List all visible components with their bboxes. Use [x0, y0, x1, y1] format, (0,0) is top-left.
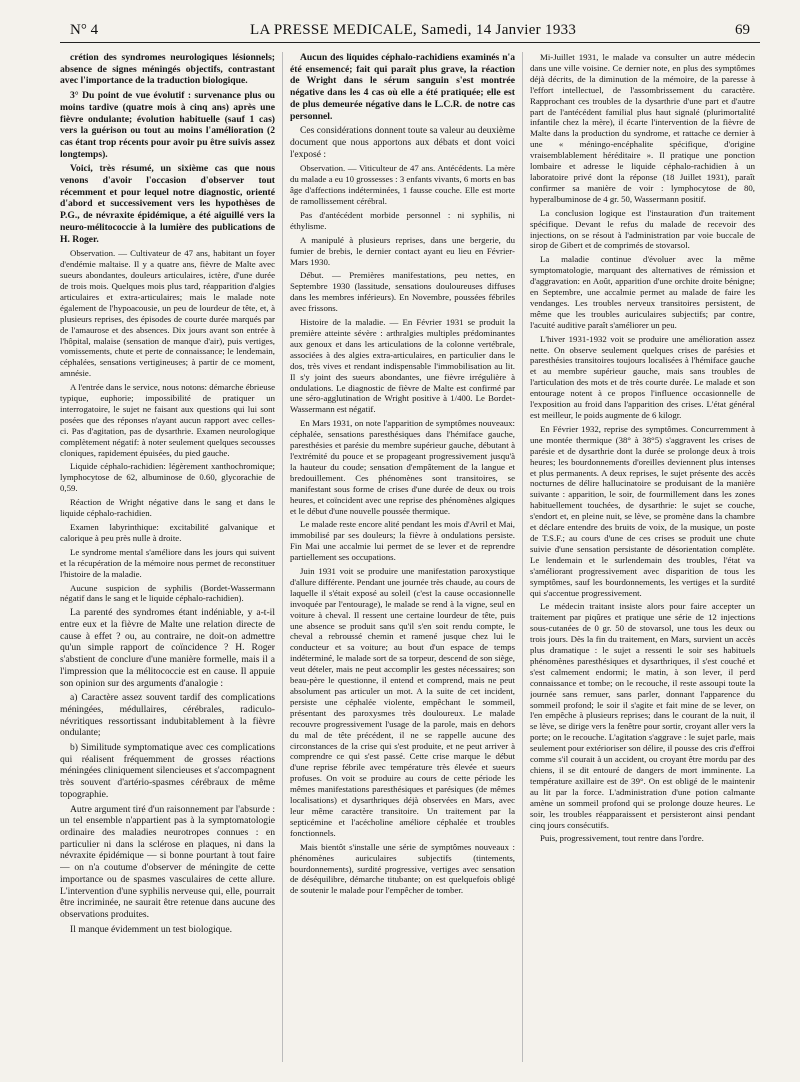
paragraph: Mi-Juillet 1931, le malade va consulter un autre médecin dans une ville voisine. Ce dernier note, en plus des symptômes déjà décrits, de la diminution de la mémoire, de la paresse à l'effort intellectuel, de l'assombrissement du caractère. Rapprochant ces troubles de la dysarthrie d'une part et d'autre part de l'antécédent familial plus haut signalé (plurimortalité infantile chez la mère), il écarte l'intervention de la fièvre de Malte dans la production du syndrome, et rattache ce dernier à une « méningo-encéphalite spécifique, d'origine vraisemblablement héréditaire ». Il pratique une ponction lombaire et adresse le liquide céphalo-rachidien à un laboratoire privé dont la réponse (18 Juillet 1931), paraît confirmer sa manière de voir : lymphocytose de 80, hyperalbuminose de 4 gr. 50, Wassermann positif. — [530, 52, 755, 204]
paragraph: Le médecin traitant insiste alors pour faire accepter un traitement par piqûres et pratique une série de 12 injections sous-cutanées de 0 gr. 50 de stovarsol, une tous les deux ou trois jours. Dès la fin du traitement, en Mars, survient un accès plus dramatique : le sujet a ressenti le soir ses habituels phénomènes paresthésiques et dysarthriques, il s'est couché et s'est calmement endormi; le matin, à son lever, il perd connaissance et tombe; on le recouche, il reste assoupi toute la journée sans remuer, sans parler, donnant l'apparence du sommeil profond; le soir il s'agite et fait mine de se lever, on l'en empêche à plusieurs reprises; dans le courant de la nuit, il se lève, se dirige vers la fenêtre pour sortir, croyant aller vers la porte; on le recouche. L'agitation s'aggrave : le sujet parle, mais seulement pour extérioriser son délire, il pousse des cris d'effroi comme s'il courait à un accident, ou croyant être mordu par des chiens, il se dit entouré de dangers de mort imminente. La température axillaire est de 39°. On est obligé de le maintenir au lit par la force. L'administration d'une potion calmante amène un sommeil profond qui se prolonge douze heures. Le soir, les troubles réapparaissent et persisteront ainsi pendant cinq jours consécutifs. — [530, 601, 755, 830]
page-header — [60, 0, 760, 43]
masthead-title: LA PRESSE MEDICALE, Samedi, 14 Janvier 1933 — [250, 22, 577, 38]
paragraph: Autre argument tiré d'un raisonnement par l'absurde : un tel ensemble n'appartient pas à la symptomatologie ordinaire des maladies neurotropes connues : en particulier ni dans la sclérose en plaques, ni dans la névraxite épidémique — si bonne pourtant à tout faire — on n'a coutume d'observer de méningite de cette importance ou de spasmes vasculaires de cette allure. L'intervention d'une syphilis nerveuse qui, elle, pourrait être incriminée, ne saurait être retenue dans aucune des observations produites. — [60, 803, 275, 920]
paragraph: Le syndrome mental s'améliore dans les jours qui suivent et la récupération de la mémoire nous permet de reconstituer l'histoire de la maladie. — [60, 546, 275, 579]
column-divider — [282, 52, 283, 1062]
paragraph: Ces considérations donnent toute sa valeur au deuxième document que nous apportons aux débats et dont voici l'exposé : — [290, 125, 515, 160]
text-column-1 — [60, 52, 275, 1074]
paragraph: Aucun des liquides céphalo-rachidiens examinés n'a été ensemencé; fait qui paraît plus grave, la réaction de Wright dans le sérum sanguin s'est montrée négative dans les 4 cas où elle a été pratiquée; elle est de plus demeurée négative dans le L.C.R. de notre cas personnel. — [290, 52, 515, 122]
paragraph: Aucune suspicion de syphilis (Bordet-Wassermann négatif dans le sang et le liquide céphalo-rachidien). — [60, 582, 275, 604]
paragraph: En Mars 1931, on note l'apparition de symptômes nouveaux: céphalée, sensations paresthésiques dans l'hémiface gauche, paresthésies et parésie du membre supérieur gauche, débutant à l'extrémité du pouce et se propageant progressivement jusqu'à la hauteur du coude; sensation d'empâtement de la langue et bredouillement. Ces phénomènes sont transitoires, se manifestant sous forme de crises d'une durée de deux ou trois heures, et coïncident avec une reprise des phénomènes algiques et le début d'une nouvelle poussée thermique. — [290, 418, 515, 516]
text-column-2 — [290, 52, 515, 1074]
paragraph: crétion des syndromes neurologiques lésionnels; absence de signes méningés objectifs, contrastant avec l'importance de la traduction biologique. — [60, 52, 275, 87]
paragraph: Histoire de la maladie. — En Février 1931 se produit la première atteinte sévère : arthralgies multiples prédominantes aux genoux et dans les articulations de la colonne vertébrale, associées à des algies extra-articulaires, en particulier dans le dos, très vives et rendant indispensable l'immobilisation au lit. Il s'y joint des sueurs abondantes, une fièvre irrégulière à ondulations. Le diagnostic de fièvre de Malte est confirmé par une séro-agglutination de Wright positive à 1/400. Le Bordet-Wassermann est négatif. — [290, 317, 515, 415]
paragraph: Observation. — Viticulteur de 47 ans. Antécédents. La mère du malade a eu 10 grossesses : 3 enfants vivants, 6 morts en bas âge d'affections indéterminées, 1 fausse couche. Elle est morte de ramollissement cérébral. — [290, 163, 515, 207]
paragraph: L'hiver 1931-1932 voit se produire une amélioration assez nette. On observe seulement quelques crises de parésies et paresthésies transitoires toujours localisées à l'hémiface gauche et au membre supérieur gauche, mais sans troubles de l'articulation des mots et de très courte durée. Le malade et son entourage notent à ce propos l'influence occasionnelle de l'exposition au froid dans l'apparition des crises. L'état général est meilleur, le poids augmente de 6 kilogr. — [530, 333, 755, 420]
paragraph: Mais bientôt s'installe une série de symptômes nouveaux : phénomènes auriculaires subjectifs (tintements, bourdonnements), surdité progressive, vertiges avec sensation de déséquilibre, démarche titubante; on est quelquefois obligé de soutenir le malade pour l'empêcher de tomber. — [290, 841, 515, 896]
paragraph: Réaction de Wright négative dans le sang et dans le liquide céphalo-rachidien. — [60, 497, 275, 519]
text-column-3 — [530, 52, 755, 1074]
paragraph: b) Similitude symptomatique avec ces complications qui réalisent fréquemment de grosses réactions méningées cliniquement silencieuses et s'accompagnent très souvent d'artério-spasmes cérébraux de même topographie. — [60, 742, 275, 800]
paragraph: Voici, très résumé, un sixième cas que nous venons d'avoir l'occasion d'observer tout récemment et pour lequel notre diagnostic, orienté d'abord et successivement vers les hypothèses de P.G., de névraxite épidémique, a été aiguillé vers la neuro-mélitococcie à la lumière des publications de H. Roger. — [60, 163, 275, 245]
paragraph: En Février 1932, reprise des symptômes. Concurremment à une montée thermique (38° à 38°5) s'aggravent les crises de parésie et de dysarthrie dont la durée se prolonge deux à trois heures; les bourdonnements d'oreilles deviennent plus intenses et plus permanents. A deux reprises, le sujet présente des accès nocturnes de délire hallucinatoire se produisant de la manière suivante : apparition, le soir, de fourmillement dans les zones habituellement touchées, de dysarthrie: le sujet se couche, s'endort et, en pleine nuit, se lève, se promène dans la chambre et déclare entendre des bruits de voix, de la musique, un poste de T.S.F.; au cours d'une de ces crises se produit une chute suivie d'une sensation persistante de désorientation complète. Le lendemain et le surlendemain des troubles, l'état va s'améliorant progressivement avec disparition de tous les symptômes, sauf les bourdonnements, les vertiges et la surdité qui s'accentue progressivement. — [530, 423, 755, 598]
paragraph: Examen labyrinthique: excitabilité galvanique et calorique à peu près nulle à droite. — [60, 522, 275, 543]
paragraph: A l'entrée dans le service, nous notons: démarche ébrieuse typique, euphorie; impossibilité de pratiquer un interrogatoire, le sujet ne faisant aux questions qui lui sont posées que des réponses n'ayant aucun rapport avec celles-ci. Pas d'agitation, pas de dysarthrie. Examen neurologique complètement négatif: à noter seulement quelques secousses cloniques, rapidement épuisées, du pied gauche. — [60, 382, 275, 458]
paragraph: Observation. — Cultivateur de 47 ans, habitant un foyer d'endémie maltaise. Il y a quatre ans, fièvre de Malte avec sueurs abondantes, douleurs articulaires, ictère, d'une durée de trois mois. Quelques mois plus tard, réapparition d'algies articulaires et extra-articulaires; mais le malade note également de l'hypoacousie, un peu de lourdeur de tête, et, à plusieurs reprises, des épisodes de courte durée marqués par de l'amaurose et des absences. Dix jours avant son entrée à l'hôpital, malaise (sensation de manque d'air), puis vertiges, vomissements, chute et perte de connaissance; le lendemain, céphalées, sensations vertigineuses; à partir de ce moment, amnésie. — [60, 248, 275, 379]
paragraph: 3° Du point de vue évolutif : survenance plus ou moins tardive (quatre mois à cinq ans) après une fièvre ondulante; évolution habituelle (sauf 1 cas) vers la guérison ou tout au moins l'amélioration (2 cas étant trop récents pour avoir pu être suivis assez longtemps). — [60, 90, 275, 160]
paragraph: a) Caractère assez souvent tardif des complications méningées, médullaires, cérébrales, radiculo-névritiques ressortissant indubitablement à la fièvre ondulante; — [60, 692, 275, 739]
paragraph: La parenté des syndromes étant indéniable, y a-t-il entre eux et la fièvre de Malte une relation directe de cause à effet ? ou, au contraire, ne doit-on admettre qu'un simple rapport de coïncidence ? H. Roger s'abstient de conclure d'une manière formelle, mais il a l'impression que la mélitococcie est en cause. Il appuie son opinion sur des arguments d'analogie : — [60, 607, 275, 689]
paragraph: Puis, progressivement, tout rentre dans l'ordre. — [540, 833, 704, 844]
issue-number: N° 4 — [70, 22, 99, 38]
paragraph: La conclusion logique est l'instauration d'un traitement spécifique. Devant le refus du malade de recevoir des injections, on se résout à l'administration par voie buccale de sirop de Gibert et de comprimés de stovarsol. — [530, 207, 755, 251]
paragraph: A manipulé à plusieurs reprises, dans une bergerie, du fumier de brebis, le dernier contact ayant eu lieu en Février-Mars 1930. — [290, 234, 515, 267]
paragraph: Il manque évidemment un test biologique. — [70, 923, 232, 935]
paragraph: Liquide céphalo-rachidien: légèrement xanthochromique; lymphocytose de 62, albuminose de 0.60, glycorachie de 0,59. — [60, 461, 275, 494]
paragraph: Pas d'antécédent morbide personnel : ni syphilis, ni éthylisme. — [290, 209, 515, 231]
paragraph: Début. — Premières manifestations, peu nettes, en Septembre 1930 (lassitude, sensations douloureuses diffuses dans les membres inférieurs). En Novembre, poussées fébriles avec frissons. — [290, 270, 515, 314]
page-number: 69 — [735, 22, 750, 38]
column-divider — [522, 52, 523, 1062]
paragraph: Le malade reste encore alité pendant les mois d'Avril et Mai, immobilisé par ses douleurs; la fièvre à ondulations persiste. Fin Mai une accalmie lui permet de se lever et de reprendre partiellement ses occupations. — [290, 519, 515, 563]
paragraph: Juin 1931 voit se produire une manifestation paroxystique d'allure différente. Pendant une journée très chaude, au cours de laquelle il s'était exposé au soleil (c'est la cause occasionnelle invoquée par l'entourage), le malade se rend à la vigne, seul en voiture à cheval. Il ressent une certaine lourdeur de tête, puis une absence se produit sans qu'il s'en soit rendu compte, le cheval a rebroussé chemin et ramené jusque chez lui le conducteur et sa voiture; au bout d'un espace de temps indéterminé, le malade sort de sa torpeur, descend de son siège, veut dételer, mais ne peut accomplir les gestes nécessaires; son beau-père le questionne, il entend et comprend, mais ne peut absolument pas articuler un mot. A la suite de cet incident, persiste une céphalée violente, empêchant le sommeil, présentant des paroxysmes très douloureux. Le malade recouvre progressivement l'usage de la parole, mais en dehors du mal de tête précédent, il ne se rappelle aucune des circonstances de la crise qui s'est produite, et ne peut arriver à comprendre ce qui s'est passé. Cette crise marque le début d'une reprise fébrile avec température très élevée et sueurs profuses. On voit se produire au cours de cette période les mêmes manifestations paresthésiques et parésiques (de mêmes localisations) et dysarthriques déjà observées en Mars, avec leur même caractère transitoire. Un traitement par la septicémine et l'acécholine améliore céphalée et troubles fonctionnels. — [290, 566, 515, 838]
paragraph: La maladie continue d'évoluer avec la même symptomatologie, marquant des alternatives de rémission et d'aggravation: en Août, apparition d'une orchite droite bénigne; en Septembre, une accalmie permet au malade de faire les vendanges. Les troubles nerveux transitoires persistent, de même que les troubles auriculaires subjectifs; par contre, l'acuité auditive paraît s'améliorer un peu. — [530, 254, 755, 330]
